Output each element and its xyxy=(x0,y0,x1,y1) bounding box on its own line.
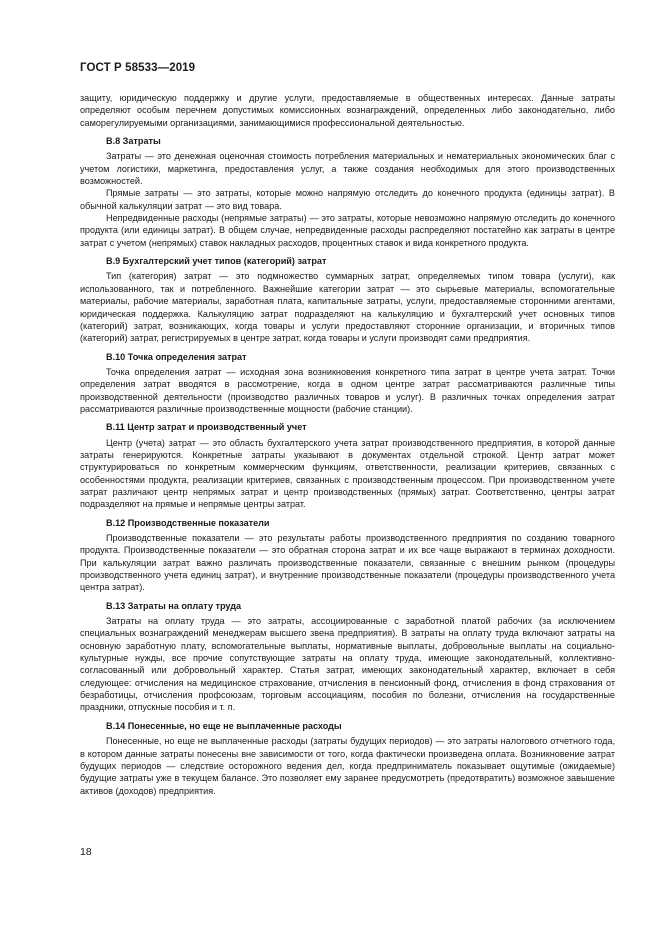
section-paragraph: Точка определения затрат — исходная зона возникновения конкретного типа затрат в центре учета затрат. Точки определения затрат вводятся в рассмотрение, когда в одном центре затрат рассматриваются различные типы производственной деятельности (производство различных товаров и услуг). В различных точках определения затрат рассматриваются различные производственные мощности (рабочие станции). xyxy=(80,366,615,414)
section-heading-b13: В.13 Затраты на оплату труда xyxy=(106,600,242,611)
section-paragraph: Прямые затраты — это затраты, которые можно напрямую отследить до конечного продукта (единицы затрат). В обычной калькуляции затрат — это вид товара. xyxy=(80,188,615,211)
section-paragraph: Центр (учета) затрат — это область бухгалтерского учета затрат производственного предприятия, в которой данные затраты генерируются. Конкретные затраты указывают в документах отдельной строкой. Центр затрат может структурироваться по конкретным коммерческим функциям, ответственности, реализации критериев, связанных с особенностями продукта, реализации критериев, связанных с производственным процессом. При производственном учете затрат различают центр непрямых затрат и центр производственных (прямых) затрат. Соответственно, центры затрат подразделяют на прямые и непрямые центры затрат. xyxy=(80,437,615,510)
section-paragraph: Затраты на оплату труда — это затраты, ассоциированные с заработной платой рабочих (за исключением специальных вознаграждений менеджерам высшего звена предприятия). В затраты на оплату труда включают затраты на основную заработную плату, вспомогательные выплаты, нормативные выплаты, добровольные выплаты на социально-культурные нужды, все прочие сопутствующие затраты на оплату труда, имеющие законодательный, коллективно-согласованный или добровольный характер. Статья затрат, имеющих законодательный характер, включает в себя следующее: отчисления на медицинское страхование, отчисления в пенсионный фонд, отчисления в фонд страхования от безработицы, отчисления профсоюзам, торговым ассоциациям, пособия по болезни, отчисления на государственные праздники, отпускные пособия и т. п. xyxy=(80,616,615,713)
page-number: 18 xyxy=(80,846,92,858)
section-paragraph: Непредвиденные расходы (непрямые затраты) — это затраты, которые невозможно напрямую отследить до конечного продукта (или единицы затрат). В общем случае, непредвиденные расходы распределяют постатейно как затраты в центре затрат с учетом (непрямых) ставок накладных расходов, процентных ставок и вида конкретного продукта. xyxy=(80,213,615,248)
intro-paragraph: защиту, юридическую поддержку и другие услуги, предоставляемые в общественных интересах. Данные затраты определяют особым перечнем допустимых комиссионных вознаграждений, определенных либо законодательно, либо саморегулируемыми организациями, занимающимися профессиональной деятельностью. xyxy=(80,93,615,128)
section-heading-b10: В.10 Точка определения затрат xyxy=(106,351,247,362)
section-paragraph: Понесенные, но еще не выплаченные расходы (затраты будущих периодов) — это затраты налогового отчетного года, в котором данные затраты понесены вне зависимости от того, когда фактически произведена оплата. Возникновение затрат будущих периодов — следствие осторожного ведения дел, когда предприниматель показывает ощутимые (ожидаемые) будущие затраты уже в текущем балансе. Это позволяет ему заранее предусмотреть (предотвратить) возможное завышение активов (доходов) предприятия. xyxy=(80,736,615,796)
section-paragraph: Тип (категория) затрат — это подмножество суммарных затрат, определяемых типом товара (услуги), как использованного, так и потребленного. Важнейшие категории затрат — это сырьевые материалы, вспомогательные материалы, рабочие материалы, заработная плата, капитальные затраты, услуги, предоставляемые сторонними агентами, юридическая поддержка. Калькуляцию затрат подразделяют на калькуляцию и бухгалтерский учет основных типов (категорий) затрат, возникающих, когда товары и услуги предоставляют сторонние организации, и вторичных типов (категорий) затрат, регистрируемых в центре затрат, когда товары и услуги производят сами предприятия. xyxy=(80,271,615,344)
section-heading-b12: В.12 Производственные показатели xyxy=(106,517,270,528)
section-heading-b8: В.8 Затраты xyxy=(106,136,161,147)
document-body xyxy=(80,92,615,797)
section-heading-b11: В.11 Центр затрат и производственный учет xyxy=(106,422,307,433)
section-heading-b9: В.9 Бухгалтерский учет типов (категорий) затрат xyxy=(106,256,327,267)
section-paragraph: Затраты — это денежная оценочная стоимость потребления материальных и нематериальных экономических благ с учетом логистики, маркетинга, предоставления услуг, а также создания необходимых для этого производственных возможностей. xyxy=(80,151,615,187)
section-paragraph: Производственные показатели — это результаты работы производственного предприятия по созданию товарного продукта. Производственные показатели — это обратная сторона затрат и их все чаще выражают в терминах доходности. При калькуляции затрат важно различать производственные показатели, связанные с внешним рынком (процедуры производственного учета единиц затрат), и внутренние производственные показатели (процедуры производственного учета центра затрат). xyxy=(80,533,615,593)
section-heading-b14: В.14 Понесенные, но еще не выплаченные расходы xyxy=(106,720,342,731)
document-header: ГОСТ Р 58533—2019 xyxy=(80,62,196,74)
